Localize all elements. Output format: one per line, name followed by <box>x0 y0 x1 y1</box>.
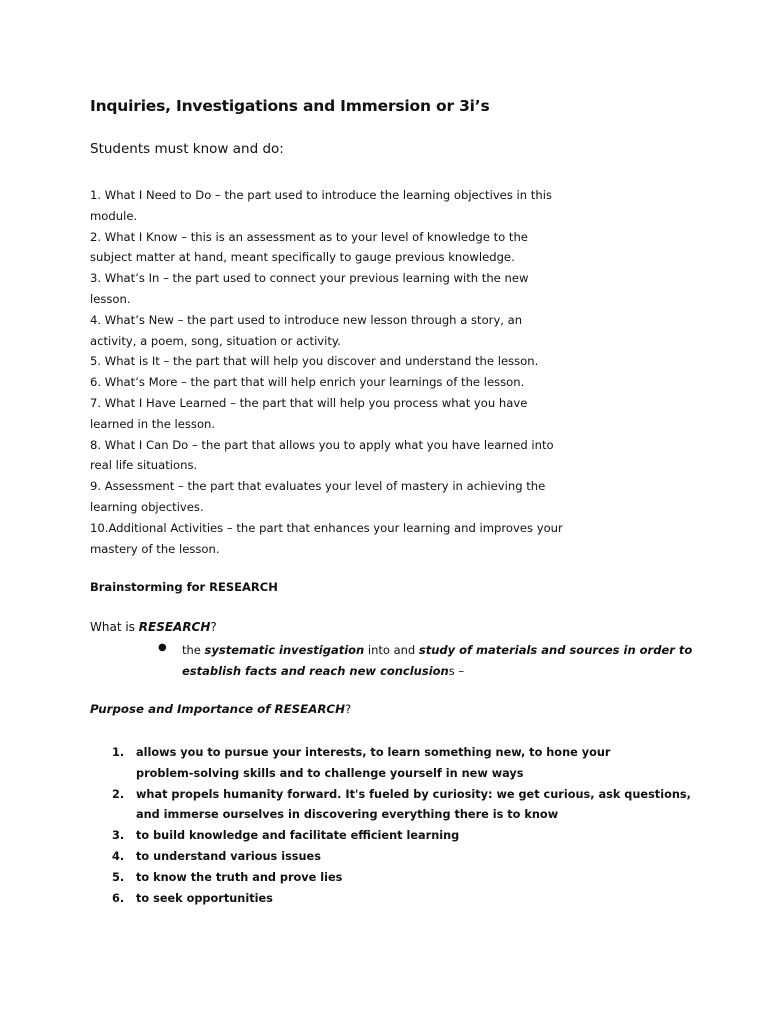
parts-line: 9. Assessment – the part that evaluates your level of mastery in achieving the <box>90 479 546 494</box>
list-text: to build knowledge and facilitate efficient learning <box>136 829 460 843</box>
definition-text: into and <box>364 643 419 657</box>
parts-line: 7. What I Have Learned – the part that will help you process what you have <box>90 395 528 410</box>
purpose-heading <box>90 702 351 716</box>
what-is-prefix: What is <box>90 620 139 634</box>
parts-line: lesson. <box>90 291 131 306</box>
list-number: 1. <box>112 746 125 759</box>
definition-line-2 <box>182 661 682 682</box>
parts-line: activity, a poem, song, situation or activity. <box>90 333 341 348</box>
list-number: 5. <box>112 870 125 884</box>
list-item <box>112 826 712 847</box>
brainstorm-heading: Brainstorming for RESEARCH <box>90 580 278 594</box>
list-number: 2. <box>112 787 125 801</box>
what-is-research: RESEARCH <box>138 620 211 634</box>
list-text: and immerse ourselves in discovering everything there is to know <box>136 808 559 822</box>
bullet-icon: ● <box>158 642 167 653</box>
definition-emphasis: study of materials and sources in order to <box>418 643 693 657</box>
parts-line: 10.Additional Activities – the part that enhances your learning and improves your <box>90 520 563 535</box>
parts-line: 1. What I Need to Do – the part used to introduce the learning objectives in this <box>90 188 552 202</box>
parts-line: 2. What I Know – this is an assessment as to your level of knowledge to the <box>90 229 528 244</box>
parts-line: mastery of the lesson. <box>90 541 220 556</box>
purpose-heading-suffix: ? <box>344 702 352 716</box>
list-text: allows you to pursue your interests, to learn something new, to hone your <box>136 746 611 759</box>
purpose-heading-text: Purpose and Importance of RESEARCH <box>90 702 345 716</box>
what-is-suffix: ? <box>210 620 217 634</box>
list-item <box>112 889 712 910</box>
list-item <box>112 743 712 764</box>
list-text: to understand various issues <box>136 849 321 863</box>
purpose-list <box>112 743 712 909</box>
parts-line: learning objectives. <box>90 499 204 514</box>
parts-line: 4. What’s New – the part used to introduce new lesson through a story, an <box>90 312 523 327</box>
list-number: 6. <box>112 891 125 905</box>
research-definition <box>182 640 693 681</box>
list-text: to know the truth and prove lies <box>136 870 343 884</box>
parts-line: 5. What is It – the part that will help you discover and understand the lesson. <box>90 354 539 369</box>
parts-line: subject matter at hand, meant specifically to gauge previous knowledge. <box>90 250 515 265</box>
list-item <box>112 805 712 826</box>
subtitle: Students must know and do: <box>90 141 284 157</box>
list-text: to seek opportunities <box>136 891 273 905</box>
parts-line: learned in the lesson. <box>90 416 216 431</box>
what-is-question <box>90 620 217 634</box>
definition-text: s – <box>448 663 465 678</box>
list-item <box>112 764 712 785</box>
parts-line: real life situations. <box>90 458 198 473</box>
definition-emphasis: establish facts and reach new conclusion <box>182 663 449 678</box>
definition-emphasis: systematic investigation <box>204 643 365 657</box>
parts-line: module. <box>90 208 138 223</box>
module-parts-list <box>90 185 610 559</box>
definition-line-1 <box>182 640 693 661</box>
parts-line: 8. What I Can Do – the part that allows you to apply what you have learned into <box>90 437 554 452</box>
list-text: what propels humanity forward. It's fueled by curiosity: we get curious, ask questions, <box>136 787 691 801</box>
list-number: 3. <box>112 829 125 843</box>
list-item <box>112 868 712 889</box>
parts-line: 6. What’s More – the part that will help enrich your learnings of the lesson. <box>90 375 525 390</box>
list-item <box>112 847 712 868</box>
definition-text: the <box>182 643 205 657</box>
list-number: 4. <box>112 849 125 863</box>
list-text: problem-solving skills and to challenge yourself in new ways <box>136 766 524 780</box>
parts-line: 3. What’s In – the part used to connect your previous learning with the new <box>90 271 529 286</box>
list-item <box>112 785 712 806</box>
page-title: Inquiries, Investigations and Immersion or 3i’s <box>90 97 490 115</box>
